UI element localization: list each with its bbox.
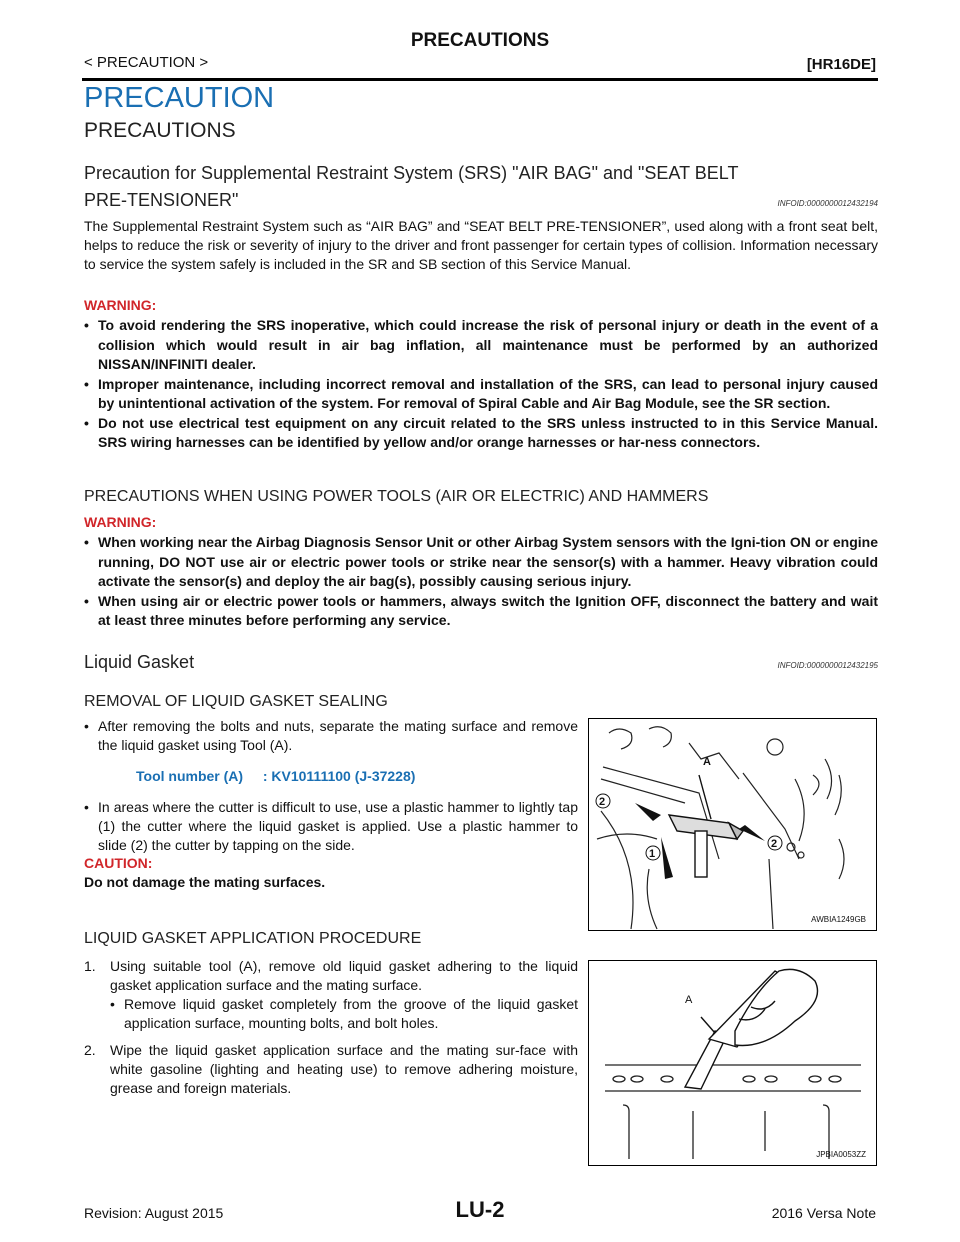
- application-steps: [84, 957, 578, 1098]
- engine-model: [HR16DE]: [806, 56, 876, 73]
- application-step-2-text: Wipe the liquid gasket application surface and the mating sur-face with white gasoline (lighting and heating use) to remove adhering moisture, grease and foreign materials.: [110, 1042, 578, 1096]
- figure-gasket-removal-drawing: [589, 719, 876, 930]
- footer-page-number: LU-2: [455, 1197, 505, 1222]
- figure-gasket-removal: [588, 718, 877, 931]
- application-step-1-num: 1.: [84, 958, 96, 974]
- section-heading: PRECAUTIONS: [84, 119, 236, 142]
- application-step-1: [84, 957, 578, 995]
- removal-step-2: • In areas where the cutter is difficult to use, use a plastic hammer to lightly tap (1) the cutter where the liquid gasket is applied. Use a plastic hammer to slide (2) the cutter by tapping on the side.: [84, 799, 578, 853]
- application-step-1-sub: • Remove liquid gasket completely from the groove of the liquid gasket application surface, mounting bolts, and bolt holes.: [110, 996, 578, 1031]
- srs-warning-2: • Improper maintenance, including incorrect removal and installation of the SRS, can lead to personal injury caused by unintentional activation of the system. For removal of Spiral Cable and Air Bag Module, see the SR section.: [84, 375, 878, 414]
- removal-step-1: • After removing the bolts and nuts, separate the mating surface and remove the liquid gasket using Tool (A).: [84, 718, 578, 753]
- callout-1: 1: [649, 848, 656, 860]
- footer-vehicle: 2016 Versa Note: [771, 1205, 876, 1221]
- page-header-title: PRECAUTIONS: [410, 30, 550, 51]
- power-warning-2: • When using air or electric power tools or hammers, always switch the Ignition OFF, disconnect the battery and wait at least three minutes before performing any service.: [84, 592, 878, 631]
- callout-2-left: 2: [599, 796, 606, 808]
- srs-intro: The Supplemental Restraint System such as “AIR BAG” and “SEAT BELT PRE-TENSIONER”, used along with a front seat belt, helps to reduce the risk or severity of injury to the driver and front passenger for certain types of collision. Information necessary to service the system safely is included in the SR and SB section of this Service Manual.: [84, 218, 878, 272]
- figure-id-1: AWBIA1249GB: [811, 915, 866, 924]
- removal-step-1-text: After removing the bolts and nuts, separate the mating surface and remove the liquid gasket using Tool (A).: [98, 718, 578, 753]
- power-tools-heading: PRECAUTIONS WHEN USING POWER TOOLS (AIR OR ELECTRIC) AND HAMMERS: [84, 488, 709, 505]
- application-step-1-sub-text: Remove liquid gasket completely from the groove of the liquid gasket application surface, mounting bolts, and bolt holes.: [124, 996, 578, 1031]
- section-breadcrumb: < PRECAUTION >: [84, 54, 209, 71]
- application-step-1-text: Using suitable tool (A), remove old liquid gasket adhering to the liquid gasket application surface and the mating surface.: [110, 958, 578, 993]
- tool-number-label: Tool number (A): [136, 768, 244, 784]
- callout-2-right: 2: [771, 838, 778, 850]
- figure-gasket-application: [588, 960, 877, 1166]
- liquid-gasket-infoid: INFOID:0000000012432195: [777, 661, 878, 670]
- removal-heading: REMOVAL OF LIQUID GASKET SEALING: [84, 693, 388, 710]
- header-rule: [82, 78, 878, 81]
- srs-warning-1: • To avoid rendering the SRS inoperative, which could increase the risk of personal injury or death in the event of a collision which would result in air bag inflation, all maintenance must be performed by an authorized NISSAN/INFINITI dealer.: [84, 316, 878, 375]
- application-step-2: [84, 1041, 578, 1098]
- power-warning-label: WARNING:: [84, 514, 157, 530]
- removal-step-list: [84, 717, 578, 755]
- power-warning-1: • When working near the Airbag Diagnosis Sensor Unit or other Airbag System sensors with the Igni-tion ON or engine running, DO NOT use air or electric power tools or strike near the sensor(s) with a hammer. Heavy vibration could activate the sensor(s) and deploy the air bag(s), possibly causing serious injury.: [84, 533, 878, 592]
- caution-text: Do not damage the mating surfaces.: [84, 874, 326, 890]
- liquid-gasket-heading: Liquid Gasket: [84, 652, 195, 672]
- liquid-gasket-heading-row: [84, 649, 878, 679]
- figure-gasket-application-drawing: [589, 961, 876, 1165]
- removal-step-list-2: [84, 798, 578, 855]
- tool-number-value: : KV10111100 (J-37228): [262, 768, 416, 784]
- footer-revision: Revision: August 2015: [84, 1205, 224, 1221]
- srs-heading: [84, 160, 878, 217]
- callout-a-2: A: [685, 994, 693, 1006]
- power-warning-list: [84, 533, 878, 631]
- srs-heading-line2: PRE-TENSIONER": [84, 190, 239, 210]
- callout-a: A: [703, 756, 711, 768]
- chapter-heading: PRECAUTION: [84, 82, 275, 114]
- figure-id-2: JPBIA0053ZZ: [816, 1150, 866, 1159]
- tool-number-row: [136, 768, 415, 784]
- application-step-2-num: 2.: [84, 1042, 96, 1058]
- srs-infoid: INFOID:0000000012432194: [777, 199, 878, 208]
- srs-heading-line1: Precaution for Supplemental Restraint System (SRS) "AIR BAG" and "SEAT BELT: [84, 163, 739, 183]
- srs-warning-list: [84, 316, 878, 453]
- removal-step-2-text: In areas where the cutter is difficult to use, use a plastic hammer to lightly tap (1) the cutter where the liquid gasket is applied. Use a plastic hammer to slide (2) the cutter by tapping on the side.: [98, 799, 578, 853]
- srs-warning-label: WARNING:: [84, 297, 157, 313]
- caution-label: CAUTION:: [84, 855, 153, 871]
- srs-warning-3: • Do not use electrical test equipment on any circuit related to the SRS unless instructed to in this Service Manual. SRS wiring harnesses can be identified by yellow and/or orange harnesses or har-ness connectors.: [84, 414, 878, 453]
- application-heading: LIQUID GASKET APPLICATION PROCEDURE: [84, 930, 422, 947]
